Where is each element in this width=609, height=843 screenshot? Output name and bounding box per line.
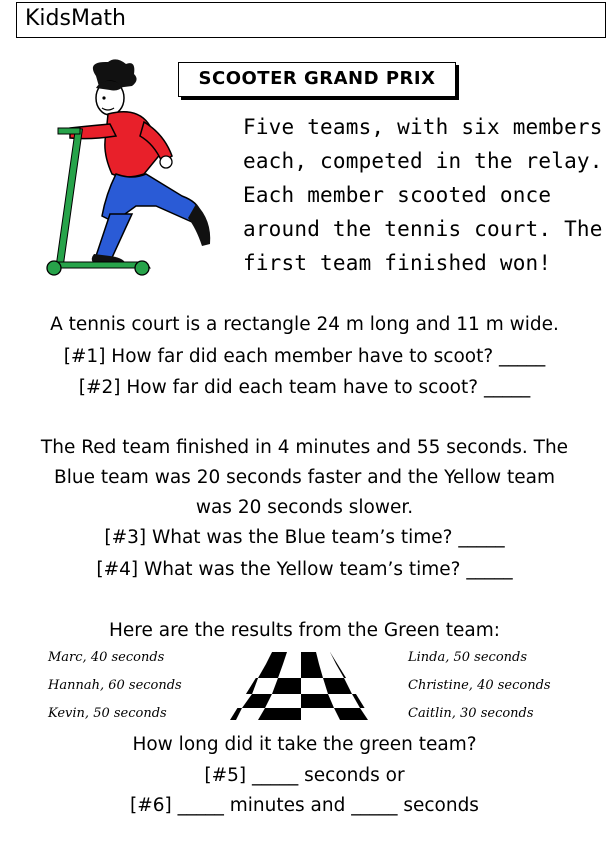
intro-line: each, competed in the relay.	[243, 149, 603, 173]
intro-line: around the tennis court. The	[243, 217, 603, 241]
question-6: [#6] _____ minutes and _____ seconds	[130, 795, 479, 816]
race-line: was 20 seconds slower.	[195, 497, 414, 518]
green-result-left: Marc, 40 seconds	[48, 650, 165, 665]
question-5: [#5] _____ seconds or	[204, 765, 405, 786]
intro-paragraph	[243, 110, 603, 280]
green-result-left: Hannah, 60 seconds	[48, 678, 182, 693]
question-4: [#4] What was the Yellow team’s time? _____	[96, 559, 513, 580]
header-title: KidsMath	[25, 6, 126, 31]
green-result-right: Linda, 50 seconds	[408, 650, 528, 665]
intro-line: first team finished won!	[243, 251, 552, 275]
question-3: [#3] What was the Blue team’s time? _____	[104, 527, 505, 548]
green-team-intro: Here are the results from the Green team:	[109, 620, 500, 641]
question-2: [#2] How far did each team have to scoot? _____	[78, 377, 531, 398]
green-result-right: Caitlin, 30 seconds	[408, 706, 534, 721]
green-result-left: Kevin, 50 seconds	[48, 706, 167, 721]
race-line: The Red team finished in 4 minutes and 55 seconds. The	[40, 437, 569, 458]
race-line: Blue team was 20 seconds faster and the Yellow team	[54, 467, 555, 488]
checkered-flag-icon	[228, 650, 374, 722]
page-title: SCOOTER GRAND PRIX	[178, 62, 456, 97]
header-bar	[16, 2, 606, 38]
question-1: [#1] How far did each member have to scoot? _____	[63, 346, 546, 367]
green-team-question: How long did it take the green team?	[132, 734, 477, 755]
green-result-right: Christine, 40 seconds	[408, 678, 551, 693]
court-description: A tennis court is a rectangle 24 m long and 11 m wide.	[50, 314, 559, 335]
intro-line: Five teams, with six members	[243, 115, 603, 139]
intro-line: Each member scooted once	[243, 183, 552, 207]
